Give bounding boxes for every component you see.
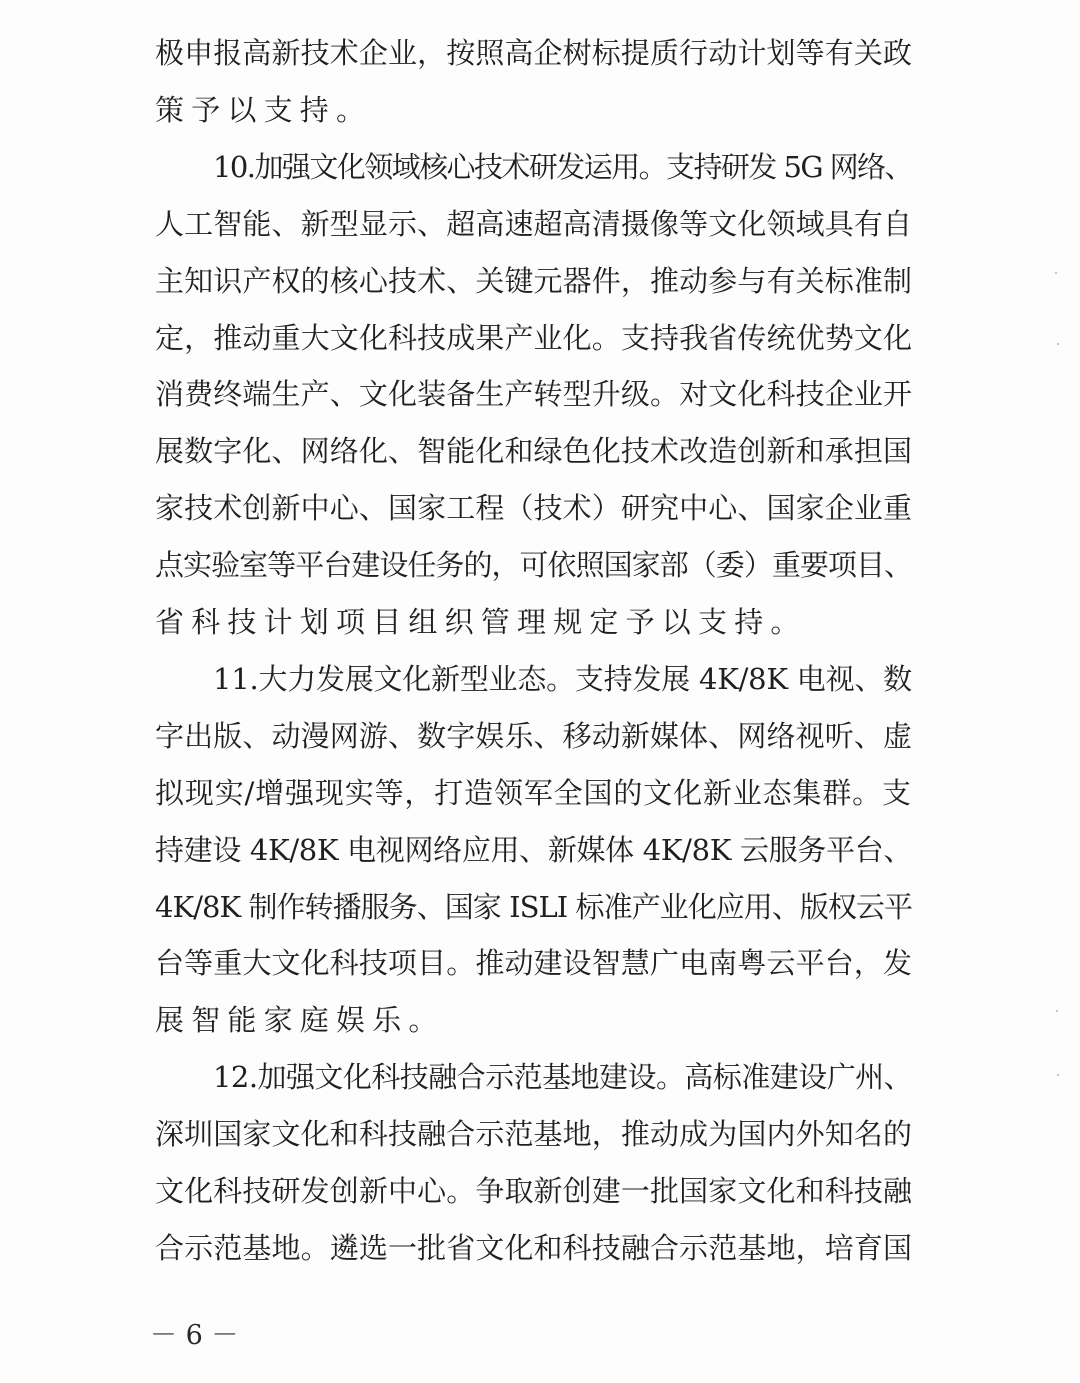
text-line: 消费终端生产、文化装备生产转型升级。对文化科技企业开 xyxy=(155,377,913,411)
page-number: － 6 － xyxy=(150,1320,239,1351)
text-line: 10.加强文化领域核心技术研发运用。支持研发 5G 网络、 xyxy=(213,150,912,184)
text-line: 字出版、动漫网游、数字娱乐、移动新媒体、网络视听、虚 xyxy=(155,719,913,753)
scan-speck xyxy=(1057,1074,1059,1076)
text-line: 展数字化、网络化、智能化和绿色化技术改造创新和承担国 xyxy=(155,434,913,468)
text-line: 台等重大文化科技项目。推动建设智慧广电南粤云平台，发 xyxy=(155,946,913,980)
text-line: 深圳国家文化和科技融合示范基地，推动成为国内外知名的 xyxy=(155,1117,913,1151)
text-line: 定，推动重大文化科技成果产业化。支持我省传统优势文化 xyxy=(155,321,913,355)
text-line: 展智能家庭娱乐。 xyxy=(155,1003,445,1037)
text-line: 合示范基地。遴选一批省文化和科技融合示范基地，培育国 xyxy=(155,1231,913,1265)
text-line: 文化科技研发创新中心。争取新创建一批国家文化和科技融 xyxy=(155,1174,913,1208)
text-line: 省科技计划项目组织管理规定予以支持。 xyxy=(155,605,807,639)
text-line: 11.大力发展文化新型业态。支持发展 4K/8K 电视、数 xyxy=(213,662,912,696)
text-line: 12.加强文化科技融合示范基地建设。高标准建设广州、 xyxy=(213,1060,913,1094)
text-line: 主知识产权的核心技术、关键元器件，推动参与有关标准制 xyxy=(155,264,913,298)
scan-speck xyxy=(1057,343,1059,345)
text-line: 点实验室等平台建设任务的，可依照国家部（委）重要项目、 xyxy=(155,548,913,582)
text-line: 持建设 4K/8K 电视网络应用、新媒体 4K/8K 云服务平台、 xyxy=(155,833,912,867)
text-line: 家技术创新中心、国家工程（技术）研究中心、国家企业重 xyxy=(155,491,913,525)
text-line: 4K/8K 制作转播服务、国家 ISLI 标准产业化应用、版权云平 xyxy=(155,890,913,924)
text-line: 极申报高新技术企业，按照高企树标提质行动计划等有关政 xyxy=(155,36,913,70)
text-line: 策予以支持。 xyxy=(155,93,373,127)
scan-speck xyxy=(1056,1010,1058,1012)
text-line: 人工智能、新型显示、超高速超高清摄像等文化领域具有自 xyxy=(155,207,913,241)
scan-speck xyxy=(1055,272,1057,274)
text-line: 拟现实/增强现实等，打造领军全国的文化新业态集群。支 xyxy=(155,776,912,810)
